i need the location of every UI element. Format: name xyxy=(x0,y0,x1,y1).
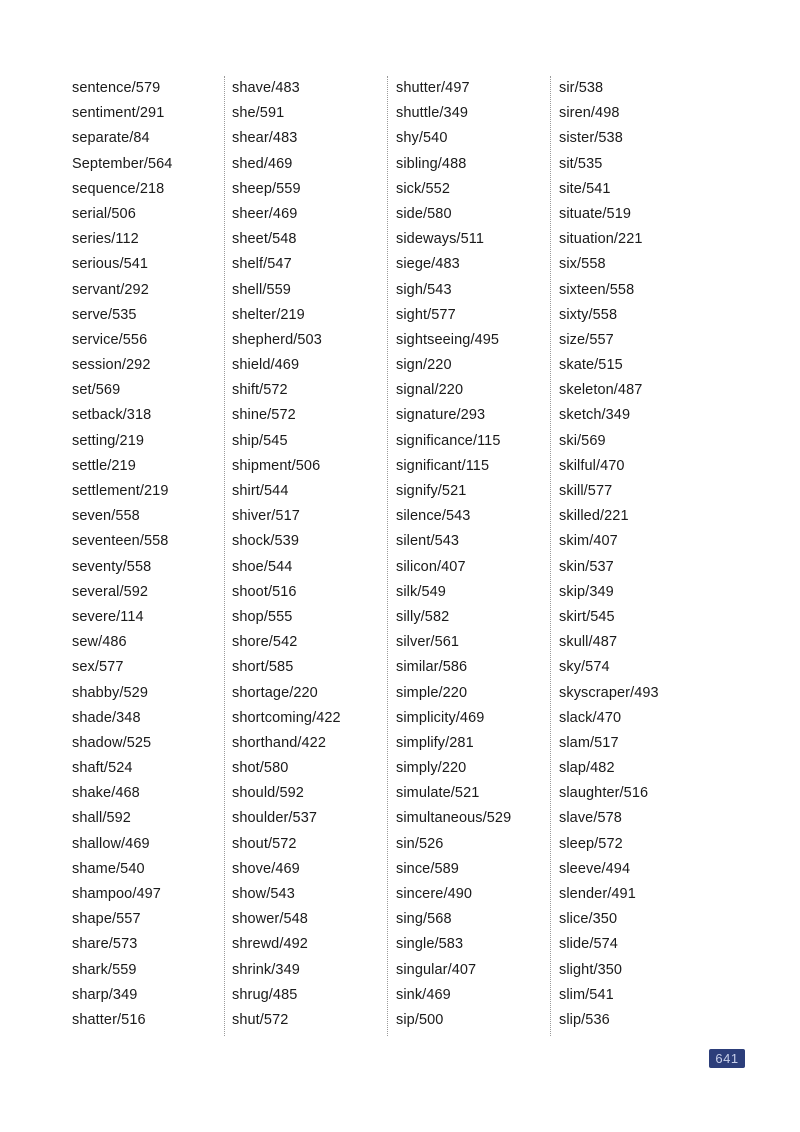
index-entry: simple/220 xyxy=(396,684,468,701)
index-entry: slide/574 xyxy=(559,936,618,953)
index-entry: sheet/548 xyxy=(232,231,297,248)
index-entry: sentiment/291 xyxy=(72,105,165,122)
index-entry: shutter/497 xyxy=(396,80,470,96)
index-entry: situation/221 xyxy=(559,231,643,248)
index-entry: share/573 xyxy=(72,936,138,953)
index-entry: shoe/544 xyxy=(232,558,293,575)
index-entry: sing/568 xyxy=(396,911,452,928)
index-entry: sideways/511 xyxy=(396,231,484,248)
index-entry: single/583 xyxy=(396,936,464,953)
index-entry: she/591 xyxy=(232,105,285,122)
index-entry: significance/115 xyxy=(396,432,501,449)
index-entry: settlement/219 xyxy=(72,483,169,499)
index-entry: serve/535 xyxy=(72,306,137,323)
entry-list xyxy=(396,76,550,1033)
index-entry: shield/469 xyxy=(232,357,300,374)
index-entry: separate/84 xyxy=(72,130,150,147)
index-entry: seven/558 xyxy=(72,508,140,525)
index-entry: sip/500 xyxy=(396,1011,444,1028)
index-entry: shower/548 xyxy=(232,911,308,928)
index-entry: session/292 xyxy=(72,357,151,374)
index-entry: slaughter/516 xyxy=(559,785,649,802)
index-entry: skip/349 xyxy=(559,583,614,600)
index-entry: shed/469 xyxy=(232,155,293,172)
index-entry: ship/545 xyxy=(232,432,288,449)
index-entry: shift/572 xyxy=(232,382,288,399)
index-entry: sew/486 xyxy=(72,634,127,651)
index-entry: shiver/517 xyxy=(232,508,300,525)
index-entry: shop/555 xyxy=(232,608,293,625)
index-entry: shuttle/349 xyxy=(396,105,469,122)
index-entry: sketch/349 xyxy=(559,407,631,424)
index-entry: silk/549 xyxy=(396,583,446,600)
index-entry: shipment/506 xyxy=(232,457,321,474)
page-number-badge: 641 xyxy=(709,1049,745,1068)
index-entry: shade/348 xyxy=(72,709,141,726)
index-entry: significant/115 xyxy=(396,457,490,474)
index-entry: serial/506 xyxy=(72,205,136,222)
index-entry: shell/559 xyxy=(232,281,291,298)
index-entry: shaft/524 xyxy=(72,760,133,777)
index-entry: short/585 xyxy=(232,659,294,676)
index-entry: shock/539 xyxy=(232,533,299,550)
index-entry: shave/483 xyxy=(232,80,300,96)
index-entry: siege/483 xyxy=(396,256,460,273)
index-entry: shall/592 xyxy=(72,810,131,827)
index-entry: size/557 xyxy=(559,331,614,348)
index-column-2 xyxy=(224,76,387,1036)
entry-list xyxy=(72,76,224,1033)
index-entry: shampoo/497 xyxy=(72,886,161,902)
index-entry: silent/543 xyxy=(396,533,460,550)
index-entry: shape/557 xyxy=(72,911,141,928)
index-entry: skirt/545 xyxy=(559,608,615,625)
index-entry: simulate/521 xyxy=(396,785,480,802)
index-entry: severe/114 xyxy=(72,608,144,625)
index-entry: slam/517 xyxy=(559,734,619,751)
index-entry: simplify/281 xyxy=(396,734,474,751)
index-entry: site/541 xyxy=(559,180,611,197)
index-entry: skill/577 xyxy=(559,483,613,499)
index-entry: shrug/485 xyxy=(232,986,298,1003)
index-entry: sigh/543 xyxy=(396,281,452,298)
index-entry: shoulder/537 xyxy=(232,810,318,827)
index-entry: September/564 xyxy=(72,155,173,172)
index-entry: simplicity/469 xyxy=(396,709,485,726)
index-entry: sink/469 xyxy=(396,986,451,1003)
index-entry: sibling/488 xyxy=(396,155,467,172)
index-entry: situate/519 xyxy=(559,205,632,222)
index-entry: shortcoming/422 xyxy=(232,709,341,726)
index-entry: ski/569 xyxy=(559,432,606,449)
index-column-1 xyxy=(64,76,224,1036)
index-entry: slight/350 xyxy=(559,961,623,978)
index-entry: shirt/544 xyxy=(232,483,289,499)
index-entry: servant/292 xyxy=(72,281,149,298)
index-entry: sir/538 xyxy=(559,80,604,96)
index-entry: sequence/218 xyxy=(72,180,165,197)
index-entry: shepherd/503 xyxy=(232,331,322,348)
index-entry: sharp/349 xyxy=(72,986,138,1003)
index-entry: sign/220 xyxy=(396,357,452,374)
index-entry: sixty/558 xyxy=(559,306,618,323)
index-entry: sick/552 xyxy=(396,180,450,197)
index-entry: serious/541 xyxy=(72,256,149,273)
index-entry: shout/572 xyxy=(232,835,297,852)
index-entry: slice/350 xyxy=(559,911,618,928)
index-entry: silly/582 xyxy=(396,608,450,625)
index-entry: signal/220 xyxy=(396,382,464,399)
index-entry: skilful/470 xyxy=(559,457,625,474)
index-entry: slack/470 xyxy=(559,709,622,726)
index-entry: signature/293 xyxy=(396,407,486,424)
index-entry: shoot/516 xyxy=(232,583,297,600)
index-entry: setback/318 xyxy=(72,407,152,424)
index-entry: shot/580 xyxy=(232,760,289,777)
index-entry: shortage/220 xyxy=(232,684,318,701)
index-entry: sightseeing/495 xyxy=(396,331,500,348)
index-entry: slave/578 xyxy=(559,810,622,827)
index-entry: slender/491 xyxy=(559,886,636,902)
index-entry: sex/577 xyxy=(72,659,124,676)
index-entry: shore/542 xyxy=(232,634,298,651)
index-entry: shine/572 xyxy=(232,407,296,424)
index-entry: sin/526 xyxy=(396,835,444,852)
index-entry: service/556 xyxy=(72,331,148,348)
index-entry: skeleton/487 xyxy=(559,382,643,399)
index-entry: side/580 xyxy=(396,205,452,222)
entry-list xyxy=(559,76,735,1033)
index-entry: shark/559 xyxy=(72,961,137,978)
index-entry: slap/482 xyxy=(559,760,615,777)
index-entry: shelf/547 xyxy=(232,256,292,273)
index-entry: skyscraper/493 xyxy=(559,684,659,701)
index-entry: simultaneous/529 xyxy=(396,810,512,827)
index-entry: similar/586 xyxy=(396,659,468,676)
index-column-4 xyxy=(550,76,735,1036)
index-entry: shove/469 xyxy=(232,860,300,877)
index-entry: silver/561 xyxy=(396,634,460,651)
index-entry: series/112 xyxy=(72,231,139,248)
index-entry: sight/577 xyxy=(396,306,456,323)
index-entry: singular/407 xyxy=(396,961,477,978)
index-entry: shatter/516 xyxy=(72,1011,146,1028)
index-entry: shake/468 xyxy=(72,785,140,802)
index-entry: shadow/525 xyxy=(72,734,152,751)
index-entry: shut/572 xyxy=(232,1011,289,1028)
index-entry: sky/574 xyxy=(559,659,610,676)
index-entry: skate/515 xyxy=(559,357,623,374)
word-index-grid xyxy=(64,76,744,1036)
index-entry: shelter/219 xyxy=(232,306,305,323)
index-entry: seventy/558 xyxy=(72,558,152,575)
index-entry: several/592 xyxy=(72,583,149,600)
index-entry: slip/536 xyxy=(559,1011,610,1028)
index-entry: shorthand/422 xyxy=(232,734,327,751)
index-entry: sentence/579 xyxy=(72,80,161,96)
index-entry: shrewd/492 xyxy=(232,936,308,953)
index-entry: simply/220 xyxy=(396,760,467,777)
index-entry: sixteen/558 xyxy=(559,281,635,298)
index-entry: silence/543 xyxy=(396,508,471,525)
index-entry: sleep/572 xyxy=(559,835,623,852)
index-entry: sheep/559 xyxy=(232,180,301,197)
index-entry: shrink/349 xyxy=(232,961,300,978)
index-entry: settle/219 xyxy=(72,457,136,474)
index-entry: show/543 xyxy=(232,886,295,902)
index-entry: skilled/221 xyxy=(559,508,629,525)
index-entry: sheer/469 xyxy=(232,205,298,222)
index-entry: skull/487 xyxy=(559,634,618,651)
index-entry: shallow/469 xyxy=(72,835,150,852)
index-entry: seventeen/558 xyxy=(72,533,169,550)
index-entry: sister/538 xyxy=(559,130,623,147)
index-entry: shame/540 xyxy=(72,860,145,877)
index-entry: siren/498 xyxy=(559,105,620,122)
index-entry: sincere/490 xyxy=(396,886,473,902)
index-entry: sit/535 xyxy=(559,155,603,172)
index-entry: silicon/407 xyxy=(396,558,466,575)
index-entry: should/592 xyxy=(232,785,304,802)
index-entry: shy/540 xyxy=(396,130,448,147)
index-entry: setting/219 xyxy=(72,432,145,449)
index-column-3 xyxy=(387,76,550,1036)
index-entry: six/558 xyxy=(559,256,606,273)
index-entry: skin/537 xyxy=(559,558,614,575)
index-entry: sleeve/494 xyxy=(559,860,631,877)
entry-list xyxy=(232,76,387,1033)
index-entry: slim/541 xyxy=(559,986,614,1003)
index-entry: skim/407 xyxy=(559,533,618,550)
index-entry: since/589 xyxy=(396,860,459,877)
index-entry: set/569 xyxy=(72,382,121,399)
index-entry: signify/521 xyxy=(396,483,467,499)
index-entry: shabby/529 xyxy=(72,684,148,701)
index-entry: shear/483 xyxy=(232,130,298,147)
